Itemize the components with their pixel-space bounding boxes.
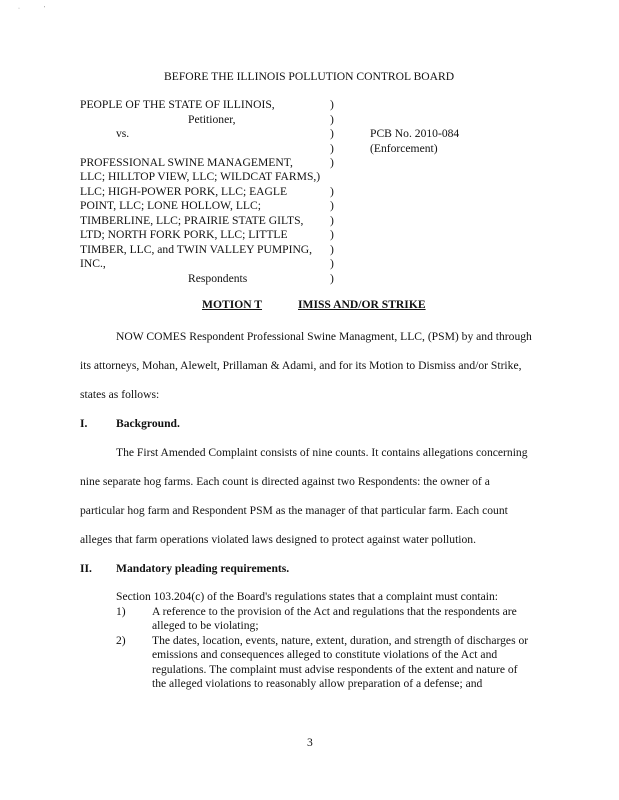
motion-title-part1: MOTION T [202,298,263,311]
list-line: A reference to the provision of the Act and regulations that the respondents are [152,605,517,618]
caption-paren: ) [330,185,334,198]
plaintiff-name: PEOPLE OF THE STATE OF ILLINOIS, [80,98,275,111]
defendant-role: Respondents [188,272,248,285]
list-number: 1) [116,605,126,618]
section-number: II. [80,562,92,575]
intro-line: NOW COMES Respondent Professional Swine Managment, LLC, (PSM) by and through [116,330,532,343]
defendant-line: LTD; NORTH FORK PORK, LLC; LITTLE [80,228,288,241]
body-line: Section 103.204(c) of the Board's regulations states that a complaint must contain: [116,590,499,603]
caption-paren: ) [330,228,334,241]
caption-paren: ) [330,127,334,140]
defendant-line: TIMBER, LLC, and TWIN VALLEY PUMPING, [80,243,313,256]
caption-paren: ) [330,113,334,126]
list-line: The dates, location, events, nature, extent, duration, and strength of discharges or [152,634,529,647]
case-number: PCB No. 2010-084 [370,127,460,140]
section-heading: Background. [116,417,180,430]
body-line: nine separate hog farms. Each count is directed against two Respondents: the owner of a [80,475,490,488]
versus-label: vs. [116,127,130,140]
caption-paren: ) [330,243,334,256]
body-line: The First Amended Complaint consists of nine counts. It contains allegations concerning [116,446,528,459]
defendant-line: POINT, LLC; LONE HOLLOW, LLC; [80,199,261,212]
court-heading: BEFORE THE ILLINOIS POLLUTION CONTROL BOARD [164,70,455,83]
defendant-line: LLC; HILLTOP VIEW, LLC; WILDCAT FARMS,) [80,170,321,183]
caption-paren: ) [330,214,334,227]
list-line: emissions and consequences alleged to constitute violations of the Act and [152,648,498,661]
caption-paren: ) [330,257,334,270]
defendant-line: PROFESSIONAL SWINE MANAGEMENT, [80,156,293,169]
section-heading: Mandatory pleading requirements. [116,562,290,575]
body-line: particular hog farm and Respondent PSM as the manager of that particular farm. Each count [80,504,508,517]
caption-paren: ) [330,156,334,169]
caption-paren: ) [330,272,334,285]
list-line: the alleged violations to reasonably allow preparation of a defense; and [152,677,483,690]
list-number: 2) [116,634,126,647]
case-type: (Enforcement) [370,142,438,155]
scan-mark: ' [44,6,46,12]
motion-title-part2: IMISS AND/OR STRIKE [298,298,426,311]
caption-paren: ) [330,199,334,212]
defendant-line: LLC; HIGH-POWER PORK, LLC; EAGLE [80,185,288,198]
page-number: 3 [307,736,313,749]
caption-paren: ) [330,98,334,111]
section-number: I. [80,417,88,430]
intro-line: states as follows: [80,388,160,401]
scan-mark: · [18,6,20,12]
intro-line: its attorneys, Mohan, Alewelt, Prillaman & Adami, and for its Motion to Dismiss and/or Strike, [80,359,522,372]
defendant-line: INC., [80,257,106,270]
body-line: alleges that farm operations violated laws designed to protect against water pollution. [80,533,477,546]
list-line: regulations. The complaint must advise respondents of the extent and nature of [152,663,518,676]
list-line: alleged to be violating; [152,619,259,632]
caption-paren: ) [330,142,334,155]
defendant-line: TIMBERLINE, LLC; PRAIRIE STATE GILTS, [80,214,304,227]
plaintiff-role: Petitioner, [188,113,236,126]
